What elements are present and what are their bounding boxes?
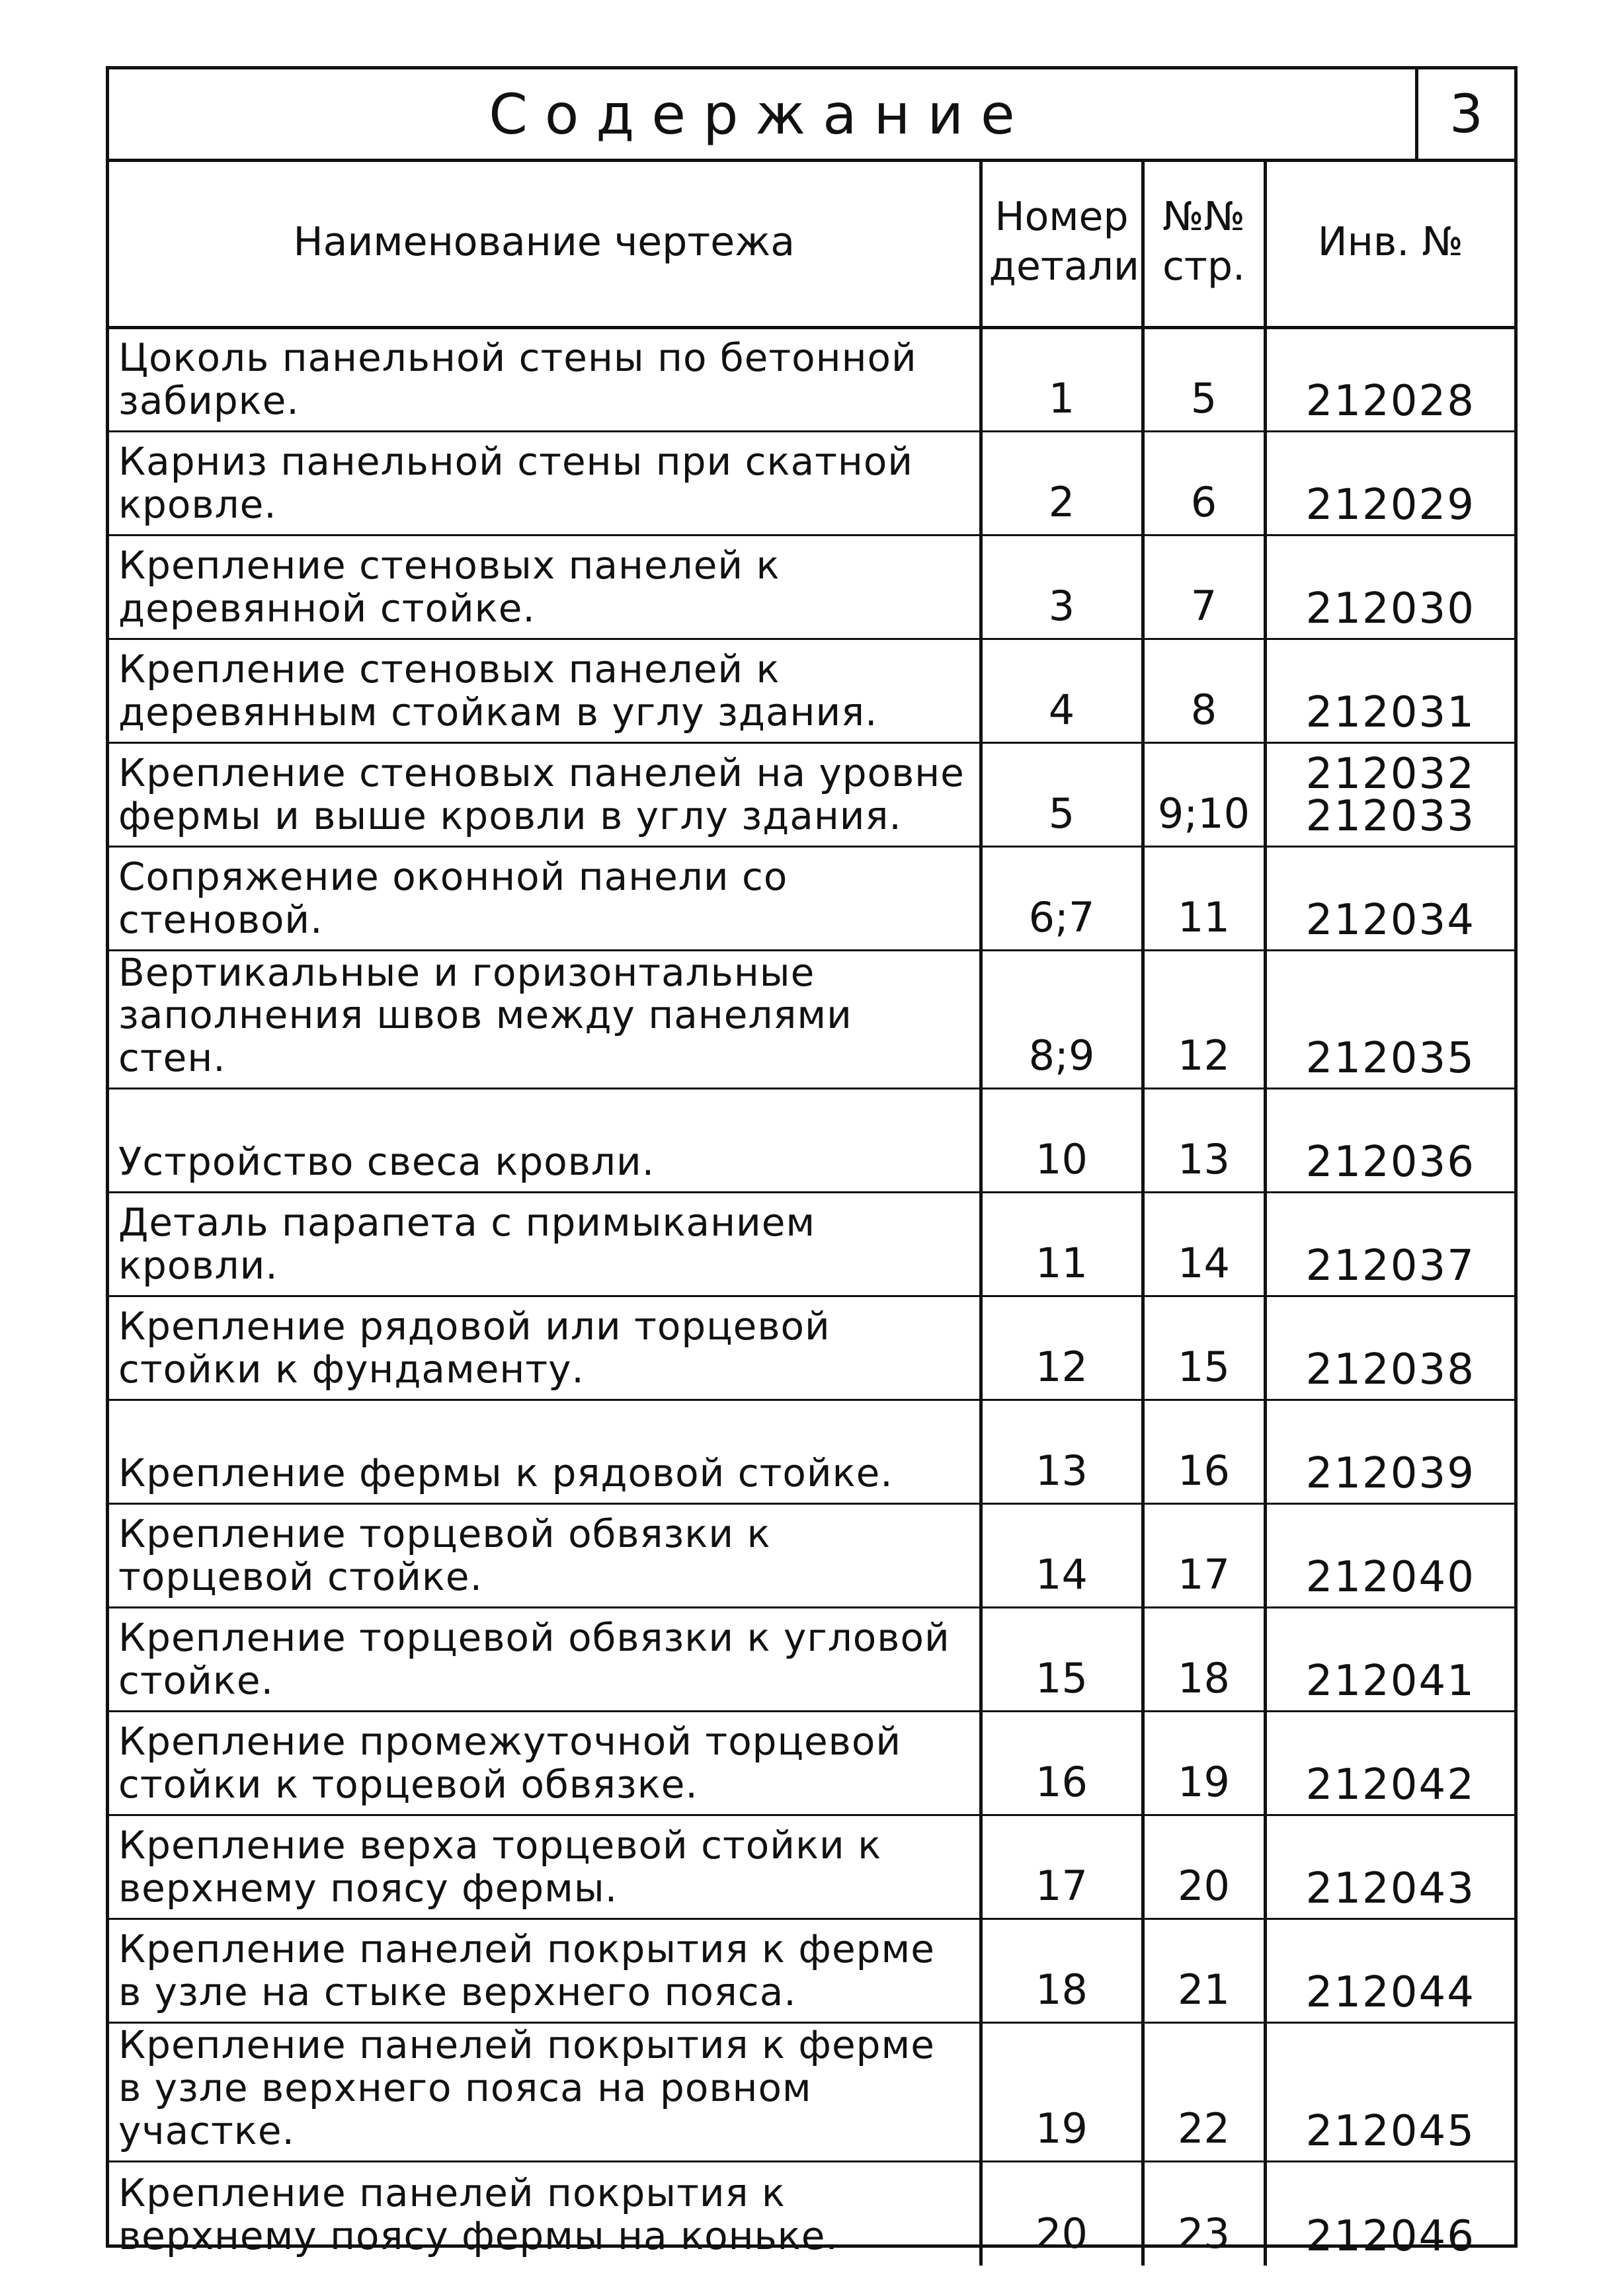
drawing-name-cell: Крепление панелей покрытия к ферме в узле на стыке верхнего пояса. xyxy=(109,1919,981,2023)
table-row xyxy=(109,846,1514,950)
detail-number-cell: 18 xyxy=(981,1919,1143,2023)
inventory-number-cell: 212035 xyxy=(1265,950,1514,1089)
inventory-number-cell: 212043 xyxy=(1265,1815,1514,1919)
inventory-number-cell: 212037 xyxy=(1265,1193,1514,1296)
header-row xyxy=(109,159,1514,327)
column-header-detail: Номер детали xyxy=(981,159,1143,327)
inventory-number-cell: 212030 xyxy=(1265,535,1514,639)
table-row xyxy=(109,2162,1514,2266)
table-row xyxy=(109,1089,1514,1193)
detail-number-cell: 6;7 xyxy=(981,846,1143,950)
page-numbers-cell: 20 xyxy=(1143,1815,1265,1919)
page-numbers-cell: 16 xyxy=(1143,1400,1265,1504)
table-row xyxy=(109,1504,1514,1608)
page-numbers-cell: 12 xyxy=(1143,950,1265,1089)
detail-number-cell: 19 xyxy=(981,2023,1143,2162)
page-numbers-cell: 7 xyxy=(1143,535,1265,639)
drawing-name-cell: Крепление торцевой обвязки к угловой стойке. xyxy=(109,1608,981,1712)
table-row xyxy=(109,1815,1514,1919)
drawing-name-cell: Крепление рядовой или торцевой стойки к фундаменту. xyxy=(109,1296,981,1400)
inventory-number-cell: 212044 xyxy=(1265,1919,1514,2023)
drawing-name-cell: Цоколь панельной стены по бетонной забирке. xyxy=(109,327,981,431)
table-row xyxy=(109,639,1514,742)
inventory-number-cell: 212039 xyxy=(1265,1400,1514,1504)
detail-number-cell: 5 xyxy=(981,742,1143,846)
table-row xyxy=(109,1712,1514,1815)
detail-number-cell: 13 xyxy=(981,1400,1143,1504)
detail-number-cell: 14 xyxy=(981,1504,1143,1608)
inventory-number-cell: 212029 xyxy=(1265,431,1514,535)
inventory-number-cell: 212038 xyxy=(1265,1296,1514,1400)
detail-number-cell: 8;9 xyxy=(981,950,1143,1089)
page-numbers-cell: 17 xyxy=(1143,1504,1265,1608)
page-numbers-cell: 21 xyxy=(1143,1919,1265,2023)
detail-number-cell: 4 xyxy=(981,639,1143,742)
page-numbers-cell: 6 xyxy=(1143,431,1265,535)
page-numbers-cell: 15 xyxy=(1143,1296,1265,1400)
drawing-name-cell: Крепление панелей покрытия к верхнему поясу фермы на коньке. xyxy=(109,2162,981,2266)
inventory-number-cell: 212046 xyxy=(1305,2211,1475,2261)
detail-number-cell: 12 xyxy=(981,1296,1143,1400)
inventory-number-cell: 212032 212033 xyxy=(1265,742,1514,846)
drawing-name-cell: Сопряжение оконной панели со стеновой. xyxy=(109,846,981,950)
table-row xyxy=(109,1296,1514,1400)
detail-number-cell: 20 xyxy=(981,2162,1143,2266)
inventory-number-cell: 212041 xyxy=(1265,1608,1514,1712)
page-number: 3 xyxy=(1415,69,1514,159)
detail-number-cell: 3 xyxy=(981,535,1143,639)
table-row xyxy=(109,950,1514,1089)
drawing-name-cell: Устройство свеса кровли. xyxy=(109,1089,981,1193)
page-numbers-cell: 14 xyxy=(1143,1193,1265,1296)
page-numbers-cell: 8 xyxy=(1143,639,1265,742)
detail-number-cell: 1 xyxy=(981,327,1143,431)
inventory-number-cell: 212045 xyxy=(1265,2023,1514,2162)
inventory-number-cell: 212040 xyxy=(1265,1504,1514,1608)
drawing-name-cell: Карниз панельной стены при скатной кровле. xyxy=(109,431,981,535)
drawing-name-cell: Деталь парапета с примыканием кровли. xyxy=(109,1193,981,1296)
table-row xyxy=(109,327,1514,431)
page-numbers-cell: 19 xyxy=(1143,1712,1265,1815)
column-header-name: Наименование чертежа xyxy=(109,159,981,327)
page-title: Содержание xyxy=(489,81,1032,147)
drawing-name-cell: Крепление торцевой обвязки к торцевой стойке. xyxy=(109,1504,981,1608)
drawing-name-cell: Крепление стеновых панелей к деревянным стойкам в углу здания. xyxy=(109,639,981,742)
contents-table xyxy=(109,159,1514,2266)
inventory-number-cell: 212042 xyxy=(1265,1712,1514,1815)
detail-number-cell: 11 xyxy=(981,1193,1143,1296)
table-row xyxy=(109,1919,1514,2023)
inventory-number-cell: 212031 xyxy=(1265,639,1514,742)
inventory-number-cell: 212036 xyxy=(1265,1089,1514,1193)
drawing-name-cell: Крепление верха торцевой стойки к верхнему поясу фермы. xyxy=(109,1815,981,1919)
detail-number-cell: 10 xyxy=(981,1089,1143,1193)
page-numbers-cell: 9;10 xyxy=(1143,742,1265,846)
title-row xyxy=(109,69,1514,162)
column-header-inv: Инв. № xyxy=(1265,159,1514,327)
detail-number-cell: 15 xyxy=(981,1608,1143,1712)
drawing-name-cell: Крепление промежуточной торцевой стойки к торцевой обвязке. xyxy=(109,1712,981,1815)
drawing-name-cell: Крепление фермы к рядовой стойке. xyxy=(109,1400,981,1504)
table-row xyxy=(109,1193,1514,1296)
table-row xyxy=(109,1608,1514,1712)
page-numbers-cell: 5 xyxy=(1143,327,1265,431)
table-row xyxy=(109,431,1514,535)
drawing-name-cell: Крепление стеновых панелей на уровне фермы и выше кровли в углу здания. xyxy=(109,742,981,846)
inventory-number-cell: 212028 xyxy=(1265,327,1514,431)
table-row xyxy=(109,535,1514,639)
table-row xyxy=(109,742,1514,846)
drawing-name-cell: Крепление панелей покрытия к ферме в узле верхнего пояса на ровном участке. xyxy=(109,2023,981,2162)
detail-number-cell: 2 xyxy=(981,431,1143,535)
column-header-pages: №№ стр. xyxy=(1143,159,1265,327)
drawing-name-cell: Вертикальные и горизонтальные заполнения швов между панелями стен. xyxy=(109,950,981,1089)
table-row xyxy=(109,2023,1514,2162)
page-numbers-cell: 11 xyxy=(1143,846,1265,950)
contents-sheet xyxy=(106,66,1518,2261)
page-numbers-cell: 23 xyxy=(1143,2162,1265,2266)
detail-number-cell: 17 xyxy=(981,1815,1143,1919)
page-numbers-cell: 18 xyxy=(1143,1608,1265,1712)
detail-number-cell: 16 xyxy=(981,1712,1143,1815)
page-numbers-cell: 22 xyxy=(1143,2023,1265,2162)
page-numbers-cell: 13 xyxy=(1143,1089,1265,1193)
table-row xyxy=(109,1400,1514,1504)
inventory-number-cell: 212034 xyxy=(1265,846,1514,950)
drawing-name-cell: Крепление стеновых панелей к деревянной стойке. xyxy=(109,535,981,639)
